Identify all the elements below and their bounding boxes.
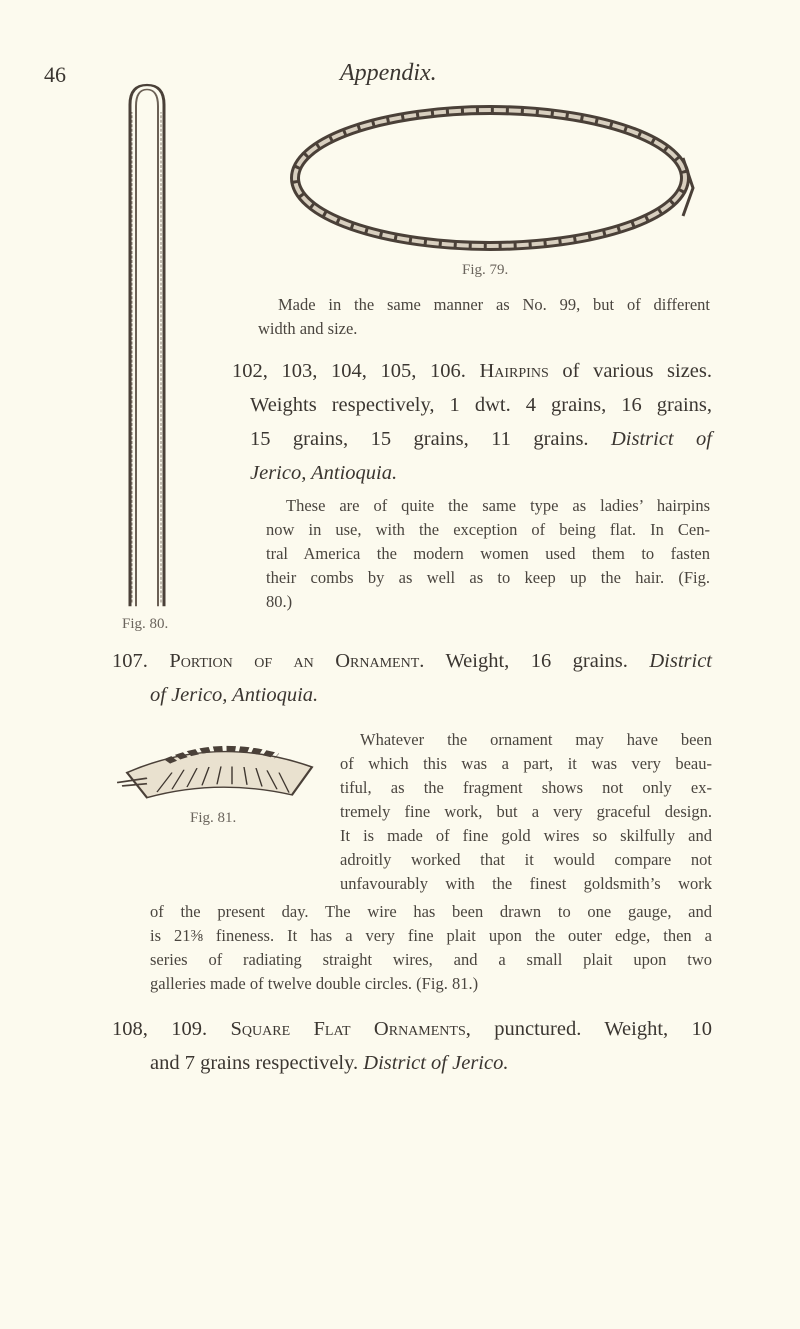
- text-line: tiful, as the fragment shows not only ex-: [340, 778, 712, 797]
- fig-79-ring-illustration: [285, 98, 710, 260]
- entry-title: Square Flat Ornaments,: [230, 1018, 471, 1040]
- text-line: These are of quite the same type as ladies’ hairpins: [286, 496, 710, 515]
- district: of Jerico, Antioquia.: [150, 684, 319, 706]
- fig-80-caption: Fig. 80.: [122, 616, 169, 632]
- fig-81-ornament-illustration: [117, 728, 327, 806]
- text-line: of which this was a part, it was very beau-: [340, 754, 712, 773]
- text-line: is 21⅜ fineness. It has a very fine plait upon the outer edge, then a: [150, 926, 712, 945]
- text-line: 80.): [266, 592, 293, 611]
- text-line: Whatever the ornament may have been: [360, 730, 712, 749]
- fig-81-caption: Fig. 81.: [190, 810, 237, 826]
- entry-numbers: 102, 103, 104, 105, 106.: [232, 360, 466, 382]
- text-line: galleries made of twelve double circles. (Fig. 81.): [150, 974, 479, 993]
- text-line: series of radiating straight wires, and a small plait upon two: [150, 950, 712, 969]
- entry-107-heading: [112, 644, 712, 712]
- entry-title: Hairpins: [479, 360, 549, 382]
- weight: Weight, 16 grains.: [445, 650, 628, 672]
- text-line: and 7 grains respectively.: [150, 1052, 359, 1074]
- fig-79-description: [258, 293, 710, 341]
- text-line: Made in the same manner as No. 99, but of different: [278, 295, 710, 314]
- text-line: tral America the modern women used them to fasten: [266, 544, 710, 563]
- entry-107-body-full: [150, 900, 712, 996]
- text-line: It is made of fine gold wires so skilfully and: [340, 826, 712, 845]
- entry-107-body-right: [340, 728, 712, 896]
- text-line: of various sizes.: [562, 360, 713, 382]
- text-line: now in use, with the exception of being flat. In Cen-: [266, 520, 710, 539]
- text-line: of the present day. The wire has been drawn to one gauge, and: [150, 902, 712, 921]
- entry-102-heading: [232, 354, 712, 490]
- text-line: unfavourably with the finest goldsmith’s work: [340, 874, 712, 893]
- district: District of Jerico.: [363, 1052, 509, 1074]
- district: District: [649, 650, 712, 672]
- fig-80-hairpin-illustration: [120, 82, 175, 610]
- entry-108-heading: [112, 1012, 712, 1080]
- text-line: tremely fine work, but a very graceful design.: [340, 802, 712, 821]
- fig-79-caption: Fig. 79.: [462, 262, 509, 278]
- entry-102-body: [266, 494, 710, 614]
- page-number: 46: [44, 62, 66, 87]
- district: Jerico, Antioquia.: [250, 462, 398, 484]
- entry-title: Portion of an Ornament.: [169, 650, 425, 672]
- text-line: width and size.: [258, 319, 358, 338]
- text-line: punctured. Weight, 10: [494, 1018, 713, 1040]
- text-line: 15 grains, 15 grains, 11 grains.: [250, 428, 589, 450]
- district: District of: [610, 428, 712, 450]
- running-title: Appendix.: [340, 60, 437, 86]
- entry-numbers: 108, 109.: [112, 1018, 208, 1040]
- text-line: their combs by as well as to keep up the hair. (Fig.: [266, 568, 710, 587]
- text-line: Weights respectively, 1 dwt. 4 grains, 16 grains,: [250, 394, 712, 416]
- entry-numbers: 107.: [112, 650, 148, 672]
- text-line: adroitly worked that it would compare not: [340, 850, 712, 869]
